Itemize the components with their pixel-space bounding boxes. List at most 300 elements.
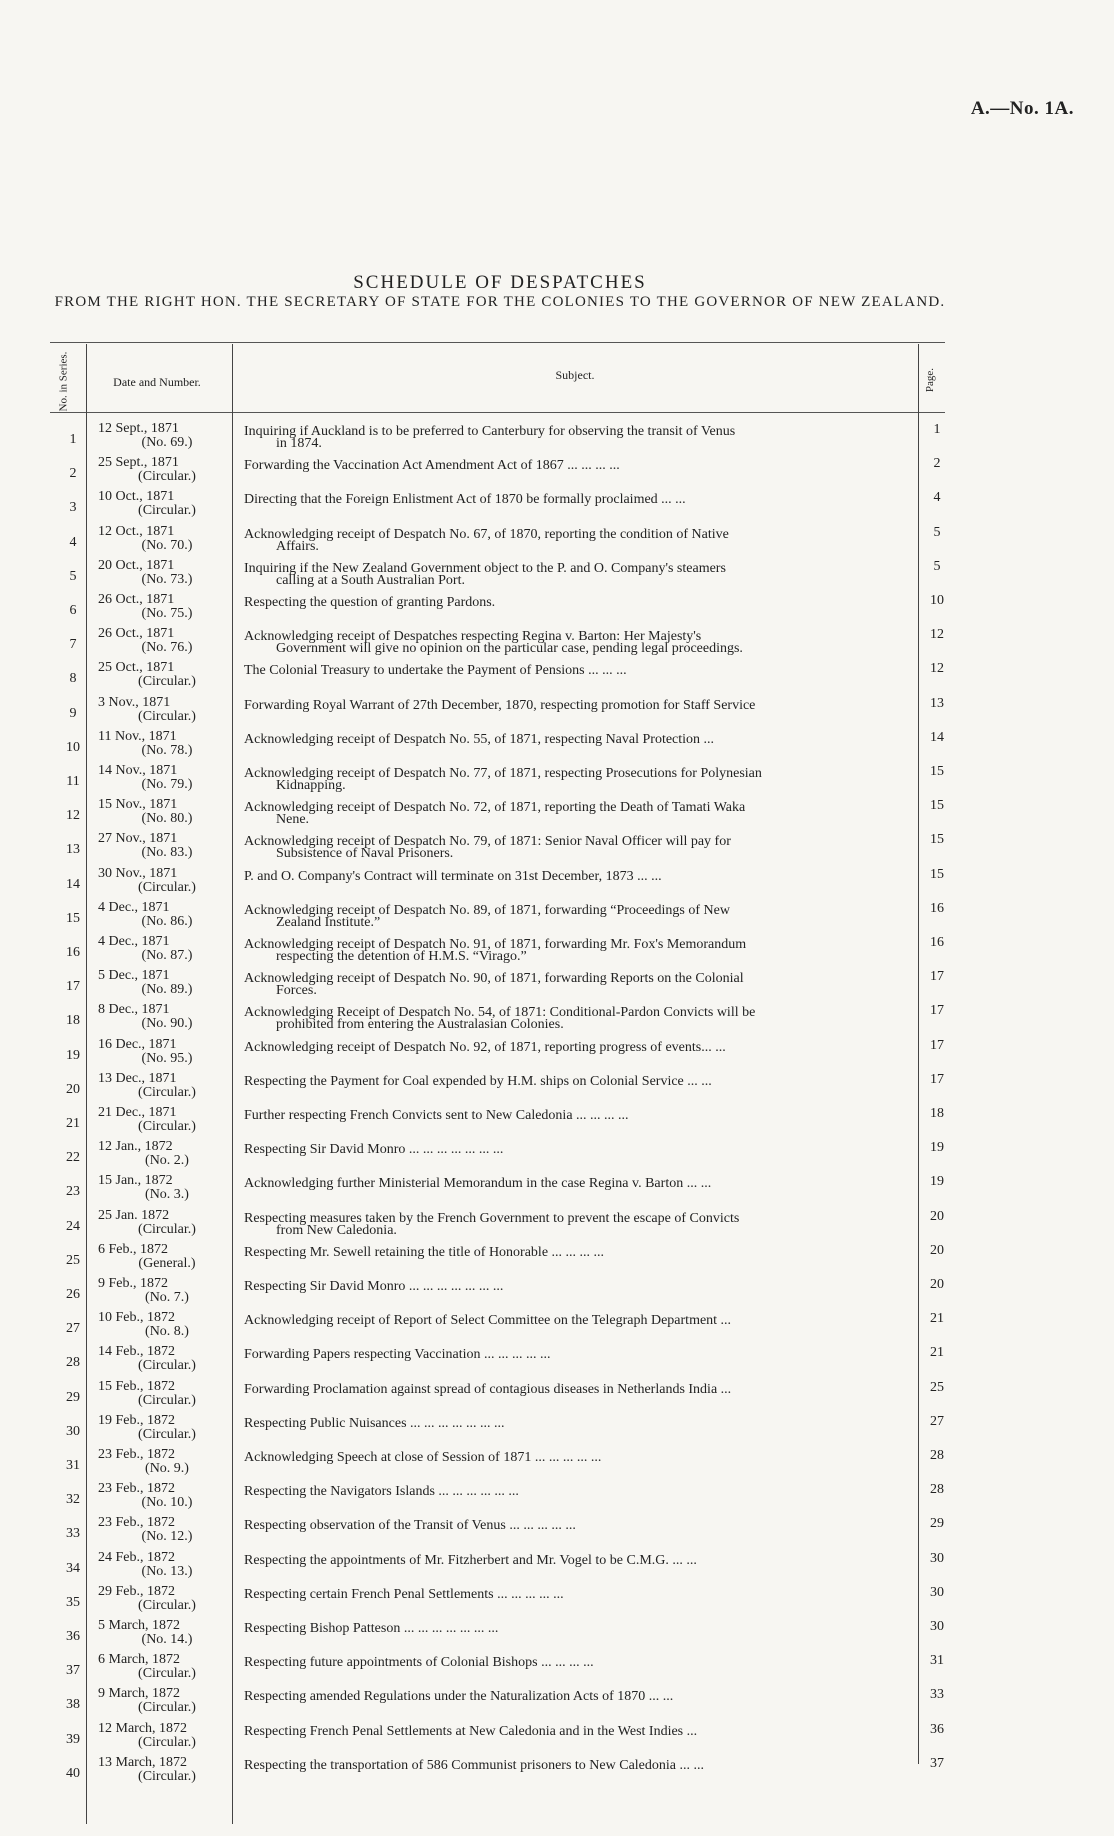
row-page: 30 — [930, 1584, 944, 1600]
row-date-text: 25 Oct., 1871 — [98, 660, 175, 676]
row-page: 15 — [930, 866, 944, 882]
row-number: 38 — [66, 1697, 80, 1713]
row-despatch-number: (No. 2.) — [145, 1153, 189, 1169]
row-despatch-number: (No. 95.) — [141, 1050, 193, 1066]
row-number: 8 — [69, 671, 77, 687]
row-subject-text: Respecting the question of granting Pardons. — [244, 595, 496, 610]
row-number: 37 — [66, 1663, 80, 1679]
row-number: 11 — [66, 774, 80, 789]
row-subject-continuation: Government will give no opinion on the particular case, pending legal proceedings. — [276, 641, 743, 657]
row-page: 19 — [930, 1140, 944, 1156]
row-despatch-number: (Circular.) — [138, 503, 196, 519]
row-date-text: 11 Nov., 1871 — [98, 728, 177, 744]
row-date-text: 15 Jan., 1872 — [98, 1173, 173, 1189]
row-date — [98, 832, 238, 860]
row-despatch-number: (No. 75.) — [141, 606, 193, 621]
table-row — [0, 525, 1114, 559]
row-number: 1 — [69, 432, 77, 447]
row-date — [98, 559, 238, 587]
row-despatch-number: (Circular.) — [138, 1666, 196, 1682]
row-date-text: 9 Feb., 1872 — [98, 1276, 168, 1291]
row-date-text: 23 Feb., 1872 — [98, 1481, 175, 1497]
table-row — [0, 1277, 1114, 1311]
row-subject — [244, 560, 910, 588]
row-date — [98, 1585, 238, 1613]
row-subject-continuation: respecting the detention of H.M.S. “Virago.” — [276, 949, 527, 964]
row-number: 35 — [66, 1594, 80, 1610]
row-subject-text: Acknowledging receipt of Despatch No. 77, of 1871, respecting Prosecutions for Polynesian — [244, 766, 762, 781]
table-row — [0, 1003, 1114, 1037]
row-page: 4 — [933, 490, 941, 506]
row-subject — [244, 1452, 910, 1464]
row-despatch-number: (Circular.) — [138, 674, 196, 690]
table-row — [0, 1722, 1114, 1756]
row-number: 18 — [66, 1013, 80, 1029]
row-subject — [244, 768, 910, 792]
row-subject-text: Further respecting French Convicts sent to New Caledonia ... ... ... ... — [244, 1108, 629, 1123]
row-date-text: 26 Oct., 1871 — [98, 626, 175, 642]
row-number: 40 — [66, 1765, 80, 1781]
row-despatch-number: (No. 89.) — [141, 982, 193, 998]
table-row — [0, 593, 1114, 627]
row-despatch-number: (No. 86.) — [141, 913, 193, 929]
table-row — [0, 1414, 1114, 1448]
table-row — [0, 1209, 1114, 1243]
column-header-date: Date and Number. — [113, 375, 201, 389]
row-despatch-number: (Circular.) — [138, 1392, 196, 1408]
row-date — [98, 798, 238, 826]
row-date — [98, 901, 238, 929]
row-page: 30 — [930, 1619, 944, 1634]
row-despatch-number: (No. 12.) — [141, 1529, 193, 1545]
row-subject-text: Respecting Bishop Patteson ... ... ... ... ... ... ... — [244, 1621, 499, 1636]
table-row — [0, 969, 1114, 1003]
row-subject-continuation: from New Caledonia. — [276, 1222, 397, 1238]
row-number: 32 — [66, 1492, 80, 1508]
row-page: 1 — [933, 422, 941, 437]
table-row — [0, 1687, 1114, 1721]
row-subject-text: Acknowledging further Ministerial Memorandum in the case Regina v. Barton ... ... — [244, 1176, 712, 1192]
row-number: 25 — [66, 1252, 80, 1268]
row-date-text: 12 Sept., 1871 — [98, 421, 179, 436]
row-subject — [244, 939, 910, 963]
table-row — [0, 901, 1114, 935]
row-date — [98, 1311, 238, 1339]
row-despatch-number: (No. 87.) — [141, 948, 193, 963]
row-number: 34 — [66, 1560, 80, 1576]
row-date — [98, 422, 238, 450]
row-date-text: 20 Oct., 1871 — [98, 557, 175, 573]
row-page: 15 — [930, 798, 944, 814]
row-page: 29 — [930, 1516, 944, 1532]
row-subject-text: Respecting amended Regulations under the Naturalization Acts of 1870 ... ... — [244, 1689, 674, 1705]
row-despatch-number: (No. 70.) — [141, 537, 193, 553]
table-row — [0, 935, 1114, 969]
row-number: 10 — [66, 739, 80, 755]
row-date — [98, 1003, 238, 1031]
row-despatch-number: (Circular.) — [138, 1700, 196, 1716]
row-date — [98, 661, 238, 689]
row-date-text: 12 Jan., 1872 — [98, 1139, 173, 1155]
row-number: 28 — [66, 1355, 80, 1371]
row-date — [98, 867, 238, 895]
row-subject — [244, 1691, 910, 1703]
row-subject — [244, 1657, 910, 1669]
row-page: 17 — [930, 1003, 944, 1019]
row-date-text: 21 Dec., 1871 — [98, 1105, 177, 1120]
row-subject — [244, 1039, 910, 1055]
row-subject-text: Respecting observation of the Transit of Venus ... ... ... ... ... — [244, 1518, 576, 1534]
column-header-subject: Subject. — [555, 368, 595, 382]
row-despatch-number: (No. 13.) — [141, 1563, 193, 1579]
row-date-text: 4 Dec., 1871 — [98, 899, 170, 915]
row-subject-text: Acknowledging receipt of Despatch No. 55, of 1871, respecting Naval Protection ... — [244, 731, 715, 747]
row-despatch-number: (No. 78.) — [141, 742, 193, 758]
row-date — [98, 456, 238, 484]
row-number: 17 — [66, 979, 80, 995]
row-date — [98, 1038, 238, 1066]
row-despatch-number: (No. 73.) — [141, 571, 193, 587]
row-date-text: 25 Jan. 1872 — [98, 1207, 170, 1223]
row-page: 28 — [930, 1448, 944, 1463]
row-subject-text: Acknowledging receipt of Despatch No. 79, of 1871: Senior Naval Officer will pay for — [244, 834, 731, 850]
row-date — [98, 593, 238, 621]
row-subject-text: Acknowledging receipt of Despatch No. 90, of 1871, forwarding Reports on the Colonial — [244, 971, 744, 987]
row-subject-text: Acknowledging receipt of Despatches respecting Regina v. Barton: Her Majesty's — [244, 629, 702, 645]
row-subject-text: Respecting the Navigators Islands ... ... ... ... ... ... — [244, 1484, 519, 1500]
row-page: 33 — [930, 1687, 944, 1703]
row-date-text: 14 Feb., 1872 — [98, 1344, 175, 1360]
row-number: 21 — [66, 1116, 80, 1131]
row-number: 14 — [66, 876, 80, 892]
row-date-text: 26 Oct., 1871 — [98, 592, 175, 607]
row-subject — [244, 1349, 910, 1361]
row-page: 31 — [930, 1653, 944, 1669]
row-subject — [244, 1381, 910, 1397]
row-number: 5 — [69, 568, 77, 584]
row-subject — [244, 1281, 910, 1293]
row-page: 5 — [933, 524, 941, 540]
row-date — [98, 1243, 238, 1271]
row-subject — [244, 1520, 910, 1532]
row-page: 2 — [933, 456, 941, 472]
row-page: 16 — [930, 935, 944, 950]
table-row — [0, 422, 1114, 456]
row-despatch-number: (Circular.) — [138, 1734, 196, 1750]
row-date — [98, 1722, 238, 1750]
row-date — [98, 764, 238, 792]
table-row — [0, 1585, 1114, 1619]
row-page: 17 — [930, 1037, 944, 1053]
page-subtitle: FROM THE RIGHT HON. THE SECRETARY OF STATE FOR THE COLONIES TO THE GOVERNOR OF NEW ZEALAND. — [54, 294, 946, 310]
row-subject — [244, 836, 910, 860]
row-date — [98, 1174, 238, 1202]
row-date — [98, 1619, 238, 1647]
row-despatch-number: (Circular.) — [138, 469, 196, 485]
row-despatch-number: (No. 80.) — [141, 811, 193, 827]
row-page: 21 — [930, 1345, 944, 1361]
row-date — [98, 1072, 238, 1100]
row-subject-text: Respecting future appointments of Colonial Bishops ... ... ... ... — [244, 1655, 594, 1671]
row-page: 27 — [930, 1413, 944, 1429]
row-page: 21 — [930, 1311, 944, 1327]
row-date — [98, 1448, 238, 1476]
row-page: 14 — [930, 729, 944, 745]
row-subject-continuation: Nene. — [276, 812, 310, 828]
row-subject — [244, 1110, 910, 1122]
row-subject-text: Inquiring if the New Zealand Government object to the P. and O. Company's steamers — [244, 560, 726, 576]
row-page: 20 — [930, 1208, 944, 1224]
row-page: 20 — [930, 1277, 944, 1292]
row-date-text: 15 Feb., 1872 — [98, 1378, 175, 1394]
row-date — [98, 1516, 238, 1544]
row-date — [98, 1414, 238, 1442]
row-date-text: 13 Dec., 1871 — [98, 1070, 177, 1086]
row-page: 10 — [930, 593, 944, 608]
row-page: 5 — [933, 558, 941, 574]
table-row — [0, 696, 1114, 730]
row-subject — [244, 1757, 910, 1773]
row-date — [98, 490, 238, 518]
row-subject — [244, 1244, 910, 1260]
row-subject-text: Respecting French Penal Settlements at New Caledonia and in the West Indies ... — [244, 1723, 698, 1739]
row-subject-text: Respecting the Payment for Coal expended by H.M. ships on Colonial Service ... ... — [244, 1073, 712, 1089]
row-despatch-number: (Circular.) — [138, 1358, 196, 1374]
row-date-text: 3 Nov., 1871 — [98, 694, 171, 710]
row-date — [98, 1482, 238, 1510]
table-row — [0, 764, 1114, 798]
table-row — [0, 1551, 1114, 1585]
row-page: 18 — [930, 1106, 944, 1121]
row-despatch-number: (Circular.) — [138, 1426, 196, 1442]
row-despatch-number: (No. 3.) — [145, 1187, 189, 1203]
row-page: 19 — [930, 1174, 944, 1190]
row-date-text: 5 March, 1872 — [98, 1618, 181, 1633]
row-page: 17 — [930, 969, 944, 985]
row-subject-text: Respecting measures taken by the French Government to prevent the escape of Convicts — [244, 1210, 740, 1226]
row-subject — [244, 1415, 910, 1431]
row-despatch-number: (Circular.) — [138, 879, 196, 895]
table-row — [0, 1106, 1114, 1140]
row-subject — [244, 494, 910, 506]
row-date-text: 25 Sept., 1871 — [98, 455, 179, 471]
table-row — [0, 1345, 1114, 1379]
row-date-text: 6 Feb., 1872 — [98, 1241, 168, 1257]
row-subject — [244, 697, 910, 713]
row-date — [98, 1140, 238, 1168]
row-subject-text: Respecting Public Nuisances ... ... ... ... ... ... ... — [244, 1415, 505, 1431]
row-page: 25 — [930, 1379, 944, 1395]
table-row — [0, 1140, 1114, 1174]
row-subject — [244, 1144, 910, 1156]
row-date-text: 30 Nov., 1871 — [98, 865, 178, 881]
row-date — [98, 1653, 238, 1681]
row-date-text: 12 March, 1872 — [98, 1720, 188, 1736]
row-date — [98, 1209, 238, 1237]
row-number: 30 — [66, 1423, 80, 1439]
row-number: 4 — [69, 534, 77, 550]
table-row — [0, 730, 1114, 764]
row-subject-continuation: Affairs. — [276, 538, 319, 554]
row-date — [98, 525, 238, 553]
row-subject-text: The Colonial Treasury to undertake the Payment of Pensions ... ... ... — [244, 663, 627, 679]
row-page: 12 — [930, 661, 944, 677]
row-subject-text: Acknowledging receipt of Despatch No. 67, of 1870, reporting the condition of Native — [244, 526, 729, 542]
table-row — [0, 1653, 1114, 1687]
table-row — [0, 1516, 1114, 1550]
table-row — [0, 1448, 1114, 1482]
row-page: 36 — [930, 1721, 944, 1737]
row-subject-text: Respecting certain French Penal Settlements ... ... ... ... ... — [244, 1586, 564, 1602]
row-date-text: 12 Oct., 1871 — [98, 523, 175, 539]
row-subject-text: Forwarding the Vaccination Act Amendment Act of 1867 ... ... ... ... — [244, 458, 620, 474]
row-subject — [244, 631, 910, 655]
row-subject — [244, 1723, 910, 1739]
row-number: 24 — [66, 1218, 80, 1234]
row-date — [98, 1345, 238, 1373]
row-number: 15 — [66, 910, 80, 926]
row-subject — [244, 460, 910, 472]
row-despatch-number: (No. 69.) — [141, 435, 193, 450]
row-subject-text: Acknowledging receipt of Report of Select Committee on the Telegraph Department ... — [244, 1313, 732, 1329]
row-page: 16 — [930, 900, 944, 916]
table-row — [0, 456, 1114, 490]
row-date — [98, 1756, 238, 1784]
row-subject-text: Acknowledging receipt of Despatch No. 72, of 1871, reporting the Death of Tamati Waka — [244, 800, 746, 816]
table-row — [0, 1072, 1114, 1106]
table-row — [0, 1619, 1114, 1653]
row-number: 23 — [66, 1184, 80, 1200]
row-number: 31 — [66, 1458, 80, 1473]
row-subject — [244, 902, 910, 930]
row-number: 3 — [69, 500, 77, 516]
row-subject-continuation: in 1874. — [276, 436, 322, 451]
row-date-text: 14 Nov., 1871 — [98, 763, 178, 778]
row-date-text: 19 Feb., 1872 — [98, 1412, 175, 1428]
row-despatch-number: (Circular.) — [138, 1119, 196, 1134]
row-number: 26 — [66, 1287, 80, 1302]
row-date — [98, 696, 238, 724]
row-subject-continuation: Kidnapping. — [276, 778, 346, 793]
row-subject-text: Inquiring if Auckland is to be preferred to Canterbury for observing the transit of Venus — [244, 424, 736, 439]
row-date-text: 4 Dec., 1871 — [98, 934, 170, 949]
row-date-text: 8 Dec., 1871 — [98, 1002, 170, 1018]
row-subject — [244, 731, 910, 747]
row-page: 37 — [930, 1755, 944, 1771]
row-date-text: 9 March, 1872 — [98, 1686, 181, 1702]
document-reference: A.—No. 1A. — [970, 98, 1074, 119]
table-row — [0, 1756, 1114, 1790]
row-date-text: 27 Nov., 1871 — [98, 831, 178, 847]
table-row — [0, 627, 1114, 661]
row-number: 39 — [66, 1731, 80, 1747]
row-subject — [244, 973, 910, 997]
row-subject-text: Acknowledging receipt of Despatch No. 89, of 1871, forwarding “Proceedings of New — [244, 902, 730, 918]
row-subject — [244, 1073, 910, 1089]
row-date — [98, 730, 238, 758]
row-subject-text: Respecting Mr. Sewell retaining the title of Honorable ... ... ... ... — [244, 1244, 605, 1260]
row-date-text: 6 March, 1872 — [98, 1652, 181, 1668]
row-subject — [244, 426, 910, 450]
row-subject-text: Directing that the Foreign Enlistment Act of 1870 be formally proclaimed ... ... — [244, 492, 686, 508]
row-date-text: 24 Feb., 1872 — [98, 1549, 175, 1565]
row-number: 7 — [69, 637, 77, 653]
row-despatch-number: (No. 8.) — [145, 1324, 189, 1340]
row-subject-text: Forwarding Proclamation against spread of contagious diseases in Netherlands India ... — [244, 1381, 732, 1397]
row-despatch-number: (No. 90.) — [141, 1016, 193, 1032]
row-number: 16 — [66, 945, 80, 960]
row-subject-text: P. and O. Company's Contract will terminate on 31st December, 1873 ... ... — [244, 868, 662, 884]
row-subject — [244, 868, 910, 884]
row-date — [98, 969, 238, 997]
row-despatch-number: (Circular.) — [138, 1084, 196, 1100]
row-page: 17 — [930, 1071, 944, 1087]
row-number: 12 — [66, 808, 80, 824]
row-subject — [244, 802, 910, 826]
row-subject-text: Forwarding Papers respecting Vaccination ... ... ... ... ... — [244, 1347, 551, 1363]
row-date — [98, 627, 238, 655]
row-subject-text: Acknowledging Receipt of Despatch No. 54, of 1871: Conditional-Pardon Convicts will be — [244, 1005, 756, 1021]
row-number: 19 — [66, 1047, 80, 1063]
row-date-text: 10 Feb., 1872 — [98, 1310, 175, 1326]
row-subject-text: Acknowledging receipt of Despatch No. 91, of 1871, forwarding Mr. Fox's Memorandum — [244, 937, 747, 952]
table-row — [0, 867, 1114, 901]
row-number: 2 — [69, 466, 77, 482]
table-row — [0, 1038, 1114, 1072]
row-despatch-number: (No. 7.) — [145, 1290, 189, 1305]
row-page: 28 — [930, 1482, 944, 1498]
row-subject — [244, 1007, 910, 1031]
row-date — [98, 1380, 238, 1408]
row-subject — [244, 1586, 910, 1602]
table-row — [0, 832, 1114, 866]
table-row — [0, 1174, 1114, 1208]
row-despatch-number: (No. 79.) — [141, 777, 193, 792]
row-page: 15 — [930, 764, 944, 779]
row-date — [98, 935, 238, 963]
row-date-text: 23 Feb., 1872 — [98, 1515, 175, 1531]
row-page: 12 — [930, 627, 944, 643]
row-despatch-number: (No. 14.) — [141, 1632, 193, 1647]
table-row — [0, 1243, 1114, 1277]
row-subject-text: Respecting the transportation of 586 Communist prisoners to New Caledonia ... ... — [244, 1757, 704, 1773]
row-subject — [244, 665, 910, 677]
row-subject-text: Acknowledging receipt of Despatch No. 92, of 1871, reporting progress of events... ... — [244, 1039, 726, 1055]
table-row — [0, 661, 1114, 695]
row-subject-continuation: calling at a South Australian Port. — [276, 572, 465, 588]
row-despatch-number: (No. 9.) — [145, 1461, 189, 1476]
row-number: 29 — [66, 1389, 80, 1405]
table-row — [0, 1311, 1114, 1345]
row-date — [98, 1687, 238, 1715]
row-date — [98, 1106, 238, 1134]
column-header-page: Page. — [924, 367, 937, 393]
row-date-text: 23 Feb., 1872 — [98, 1447, 175, 1462]
row-subject — [244, 526, 910, 554]
row-number: 9 — [69, 705, 77, 721]
row-date — [98, 1551, 238, 1579]
row-subject-text: Respecting Sir David Monro ... ... ... ... ... ... ... — [244, 1142, 504, 1158]
row-despatch-number: (General.) — [138, 1255, 196, 1271]
row-subject — [244, 1623, 910, 1635]
row-date-text: 5 Dec., 1871 — [98, 968, 170, 984]
row-despatch-number: (No. 76.) — [141, 640, 193, 656]
row-number: 27 — [66, 1321, 80, 1337]
row-date-text: 15 Nov., 1871 — [98, 797, 178, 813]
row-subject — [244, 1178, 910, 1190]
row-subject-continuation: prohibited from entering the Australasian Colonies. — [276, 1017, 564, 1033]
row-number: 13 — [66, 842, 80, 858]
